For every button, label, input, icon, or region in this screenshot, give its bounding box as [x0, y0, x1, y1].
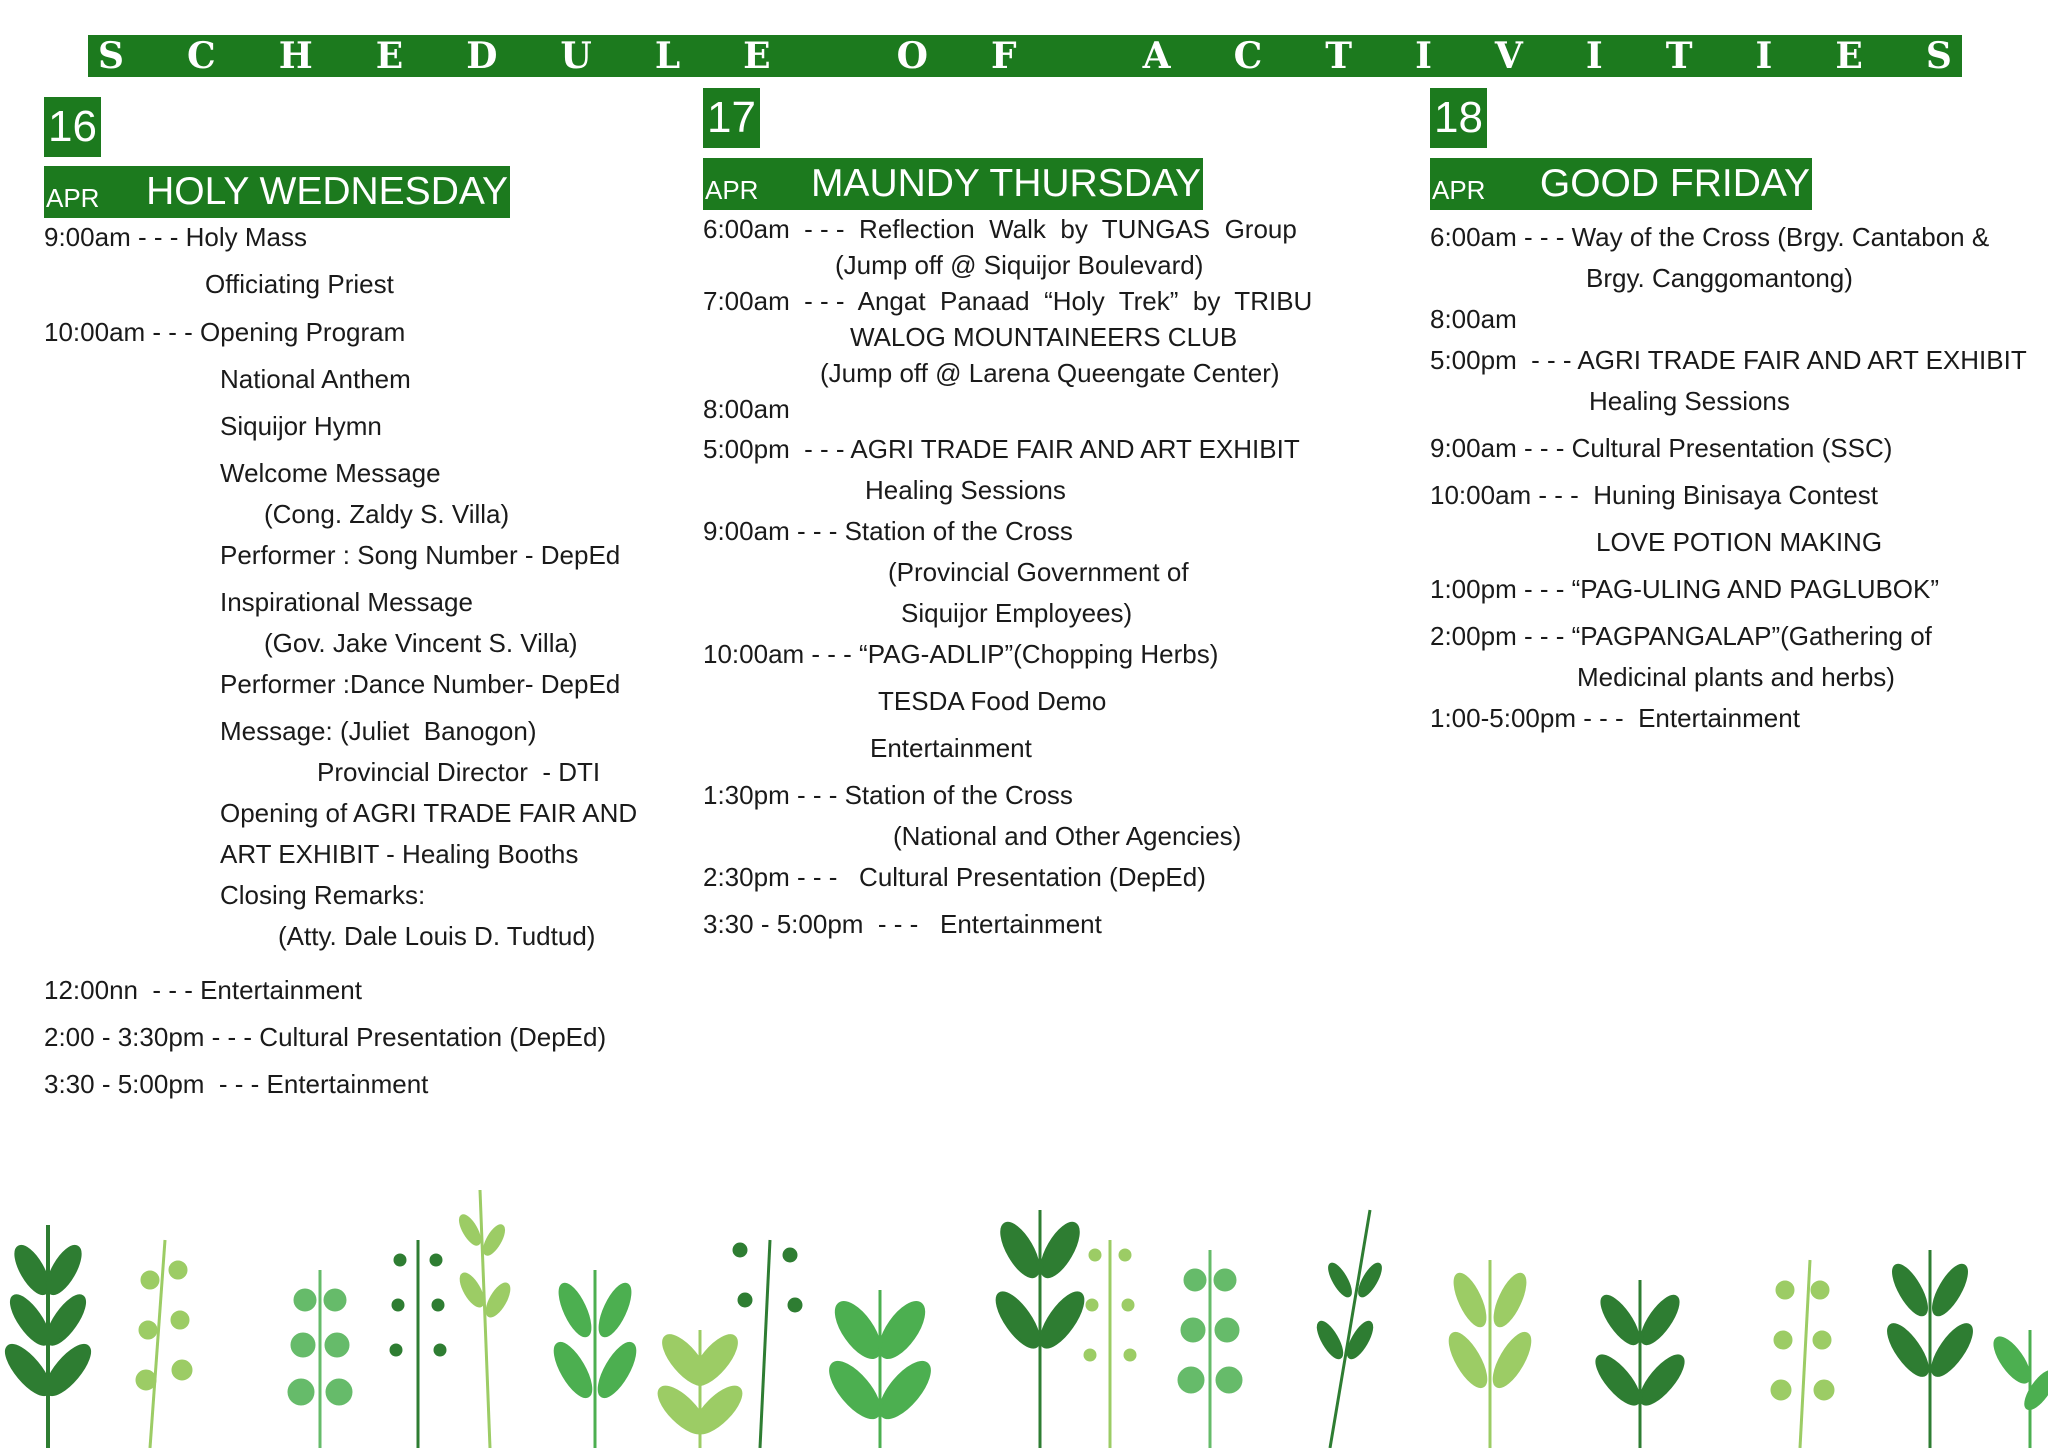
- schedule-line: (Gov. Jake Vincent S. Villa): [264, 628, 578, 658]
- schedule-line: 10:00am - - - “PAG-ADLIP”(Chopping Herbs): [703, 639, 1219, 669]
- title-letter: I: [1415, 35, 1432, 77]
- schedule-line: 8:00am: [1430, 304, 1517, 334]
- schedule-line: 9:00am - - - Holy Mass: [44, 222, 307, 252]
- schedule-line: National Anthem: [220, 364, 411, 394]
- schedule-line: 2:30pm - - - Cultural Presentation (DepEd): [703, 862, 1206, 892]
- title-letter: V: [1494, 35, 1523, 77]
- day-month: APR: [46, 183, 100, 213]
- title-letter: E: [375, 35, 404, 77]
- title-letter: A: [1142, 35, 1171, 77]
- day-name: MAUNDY THURSDAY: [810, 162, 1201, 205]
- schedule-line: 1:00pm - - - “PAG-ULING AND PAGLUBOK”: [1430, 574, 1940, 604]
- title-letter: S: [1925, 35, 1952, 77]
- schedule-line: Entertainment: [870, 733, 1032, 763]
- schedule-line: Healing Sessions: [1589, 386, 1790, 416]
- schedule-line: 9:00am - - - Station of the Cross: [703, 516, 1073, 546]
- schedule-line: WALOG MOUNTAINEERS CLUB: [850, 322, 1238, 352]
- schedule-line: Siquijor Hymn: [220, 411, 382, 441]
- title-letter: D: [466, 35, 498, 77]
- day-name: GOOD FRIDAY: [1539, 162, 1810, 205]
- title-letter: I: [1585, 35, 1603, 77]
- plant-border-decoration: [0, 1130, 2048, 1448]
- leaf-sprig-icon: [0, 1190, 2048, 1448]
- schedule-line: ART EXHIBIT - Healing Booths: [220, 839, 579, 869]
- schedule-line: 2:00 - 3:30pm - - - Cultural Presentation (DepEd): [44, 1022, 607, 1052]
- title-letter: F: [991, 35, 1017, 77]
- schedule-line: 3:30 - 5:00pm - - - Entertainment: [44, 1069, 429, 1099]
- schedule-line: (Provincial Government of: [888, 557, 1189, 587]
- schedule-line: 1:30pm - - - Station of the Cross: [703, 780, 1073, 810]
- day-month: APR: [705, 175, 759, 205]
- day-header-band: [703, 158, 1203, 210]
- schedule-line: LOVE POTION MAKING: [1596, 527, 1883, 557]
- schedule-line: 7:00am - - - Angat Panaad “Holy Trek” by TRIBU: [703, 286, 1313, 316]
- schedule-line: Healing Sessions: [865, 475, 1066, 505]
- schedule-line: Brgy. Canggomantong): [1586, 263, 1853, 293]
- title-letter: S: [98, 35, 124, 77]
- title-letter: U: [560, 35, 592, 77]
- schedule-line: (Atty. Dale Louis D. Tudtud): [278, 921, 596, 951]
- schedule-line: Officiating Priest: [205, 269, 394, 299]
- schedule-line: Message: (Juliet Banogon): [220, 716, 537, 746]
- day-name: HOLY WEDNESDAY: [146, 170, 508, 213]
- schedule-line: Welcome Message: [220, 458, 441, 488]
- schedule-line: 5:00pm - - - AGRI TRADE FAIR AND ART EXHIBIT: [703, 434, 1300, 464]
- schedule-line: 9:00am - - - Cultural Presentation (SSC): [1430, 433, 1893, 463]
- title-letter: H: [278, 35, 313, 77]
- schedule-line: (Jump off @ Larena Queengate Center): [820, 358, 1280, 388]
- schedule-line: (Jump off @ Siquijor Boulevard): [835, 250, 1204, 280]
- schedule-line: 8:00am: [703, 394, 790, 424]
- day-number: 17: [703, 88, 760, 148]
- schedule-line: 5:00pm - - - AGRI TRADE FAIR AND ART EXHIBIT: [1430, 345, 2027, 375]
- schedule-line: Inspirational Message: [220, 587, 473, 617]
- schedule-line: Performer :Dance Number- DepEd: [220, 669, 621, 699]
- day-header-band: [1430, 158, 1812, 210]
- title-letter: O: [896, 35, 929, 77]
- schedule-line: Medicinal plants and herbs): [1577, 662, 1895, 692]
- schedule-line: 12:00nn - - - Entertainment: [44, 975, 362, 1005]
- title-letter: E: [1835, 35, 1863, 77]
- schedule-line: 6:00am - - - Reflection Walk by TUNGAS Group: [703, 214, 1297, 244]
- title-letter: C: [1233, 35, 1263, 77]
- title-letter: C: [187, 35, 216, 77]
- schedule-line: Performer : Song Number - DepEd: [220, 540, 621, 570]
- schedule-line: (Cong. Zaldy S. Villa): [264, 499, 510, 529]
- schedule-line: Closing Remarks:: [220, 880, 426, 910]
- schedule-line: 2:00pm - - - “PAGPANGALAP”(Gathering of: [1430, 621, 1932, 651]
- schedule-line: 6:00am - - - Way of the Cross (Brgy. Cantabon &: [1430, 222, 1990, 252]
- schedule-line: 10:00am - - - Huning Binisaya Contest: [1430, 480, 1878, 510]
- title-letter: T: [1325, 35, 1353, 77]
- day-header-band: [44, 166, 510, 218]
- schedule-line: Provincial Director - DTI: [317, 757, 601, 787]
- title-letter: L: [654, 35, 681, 77]
- title-letter: T: [1665, 35, 1693, 77]
- day-month: APR: [1432, 175, 1486, 205]
- schedule-line: (National and Other Agencies): [893, 821, 1242, 851]
- day-number: 16: [44, 97, 101, 157]
- schedule-line: 1:00-5:00pm - - - Entertainment: [1430, 703, 1800, 733]
- day-number: 18: [1430, 88, 1487, 148]
- schedule-line: TESDA Food Demo: [878, 686, 1107, 716]
- schedule-line: Opening of AGRI TRADE FAIR AND: [220, 798, 638, 828]
- schedule-line: Siquijor Employees): [901, 598, 1133, 628]
- schedule-line: 3:30 - 5:00pm - - - Entertainment: [703, 909, 1102, 939]
- title-letter: E: [743, 35, 771, 77]
- title-letter: I: [1755, 35, 1773, 77]
- schedule-title-banner: [88, 35, 1962, 77]
- schedule-line: 10:00am - - - Opening Program: [44, 317, 406, 347]
